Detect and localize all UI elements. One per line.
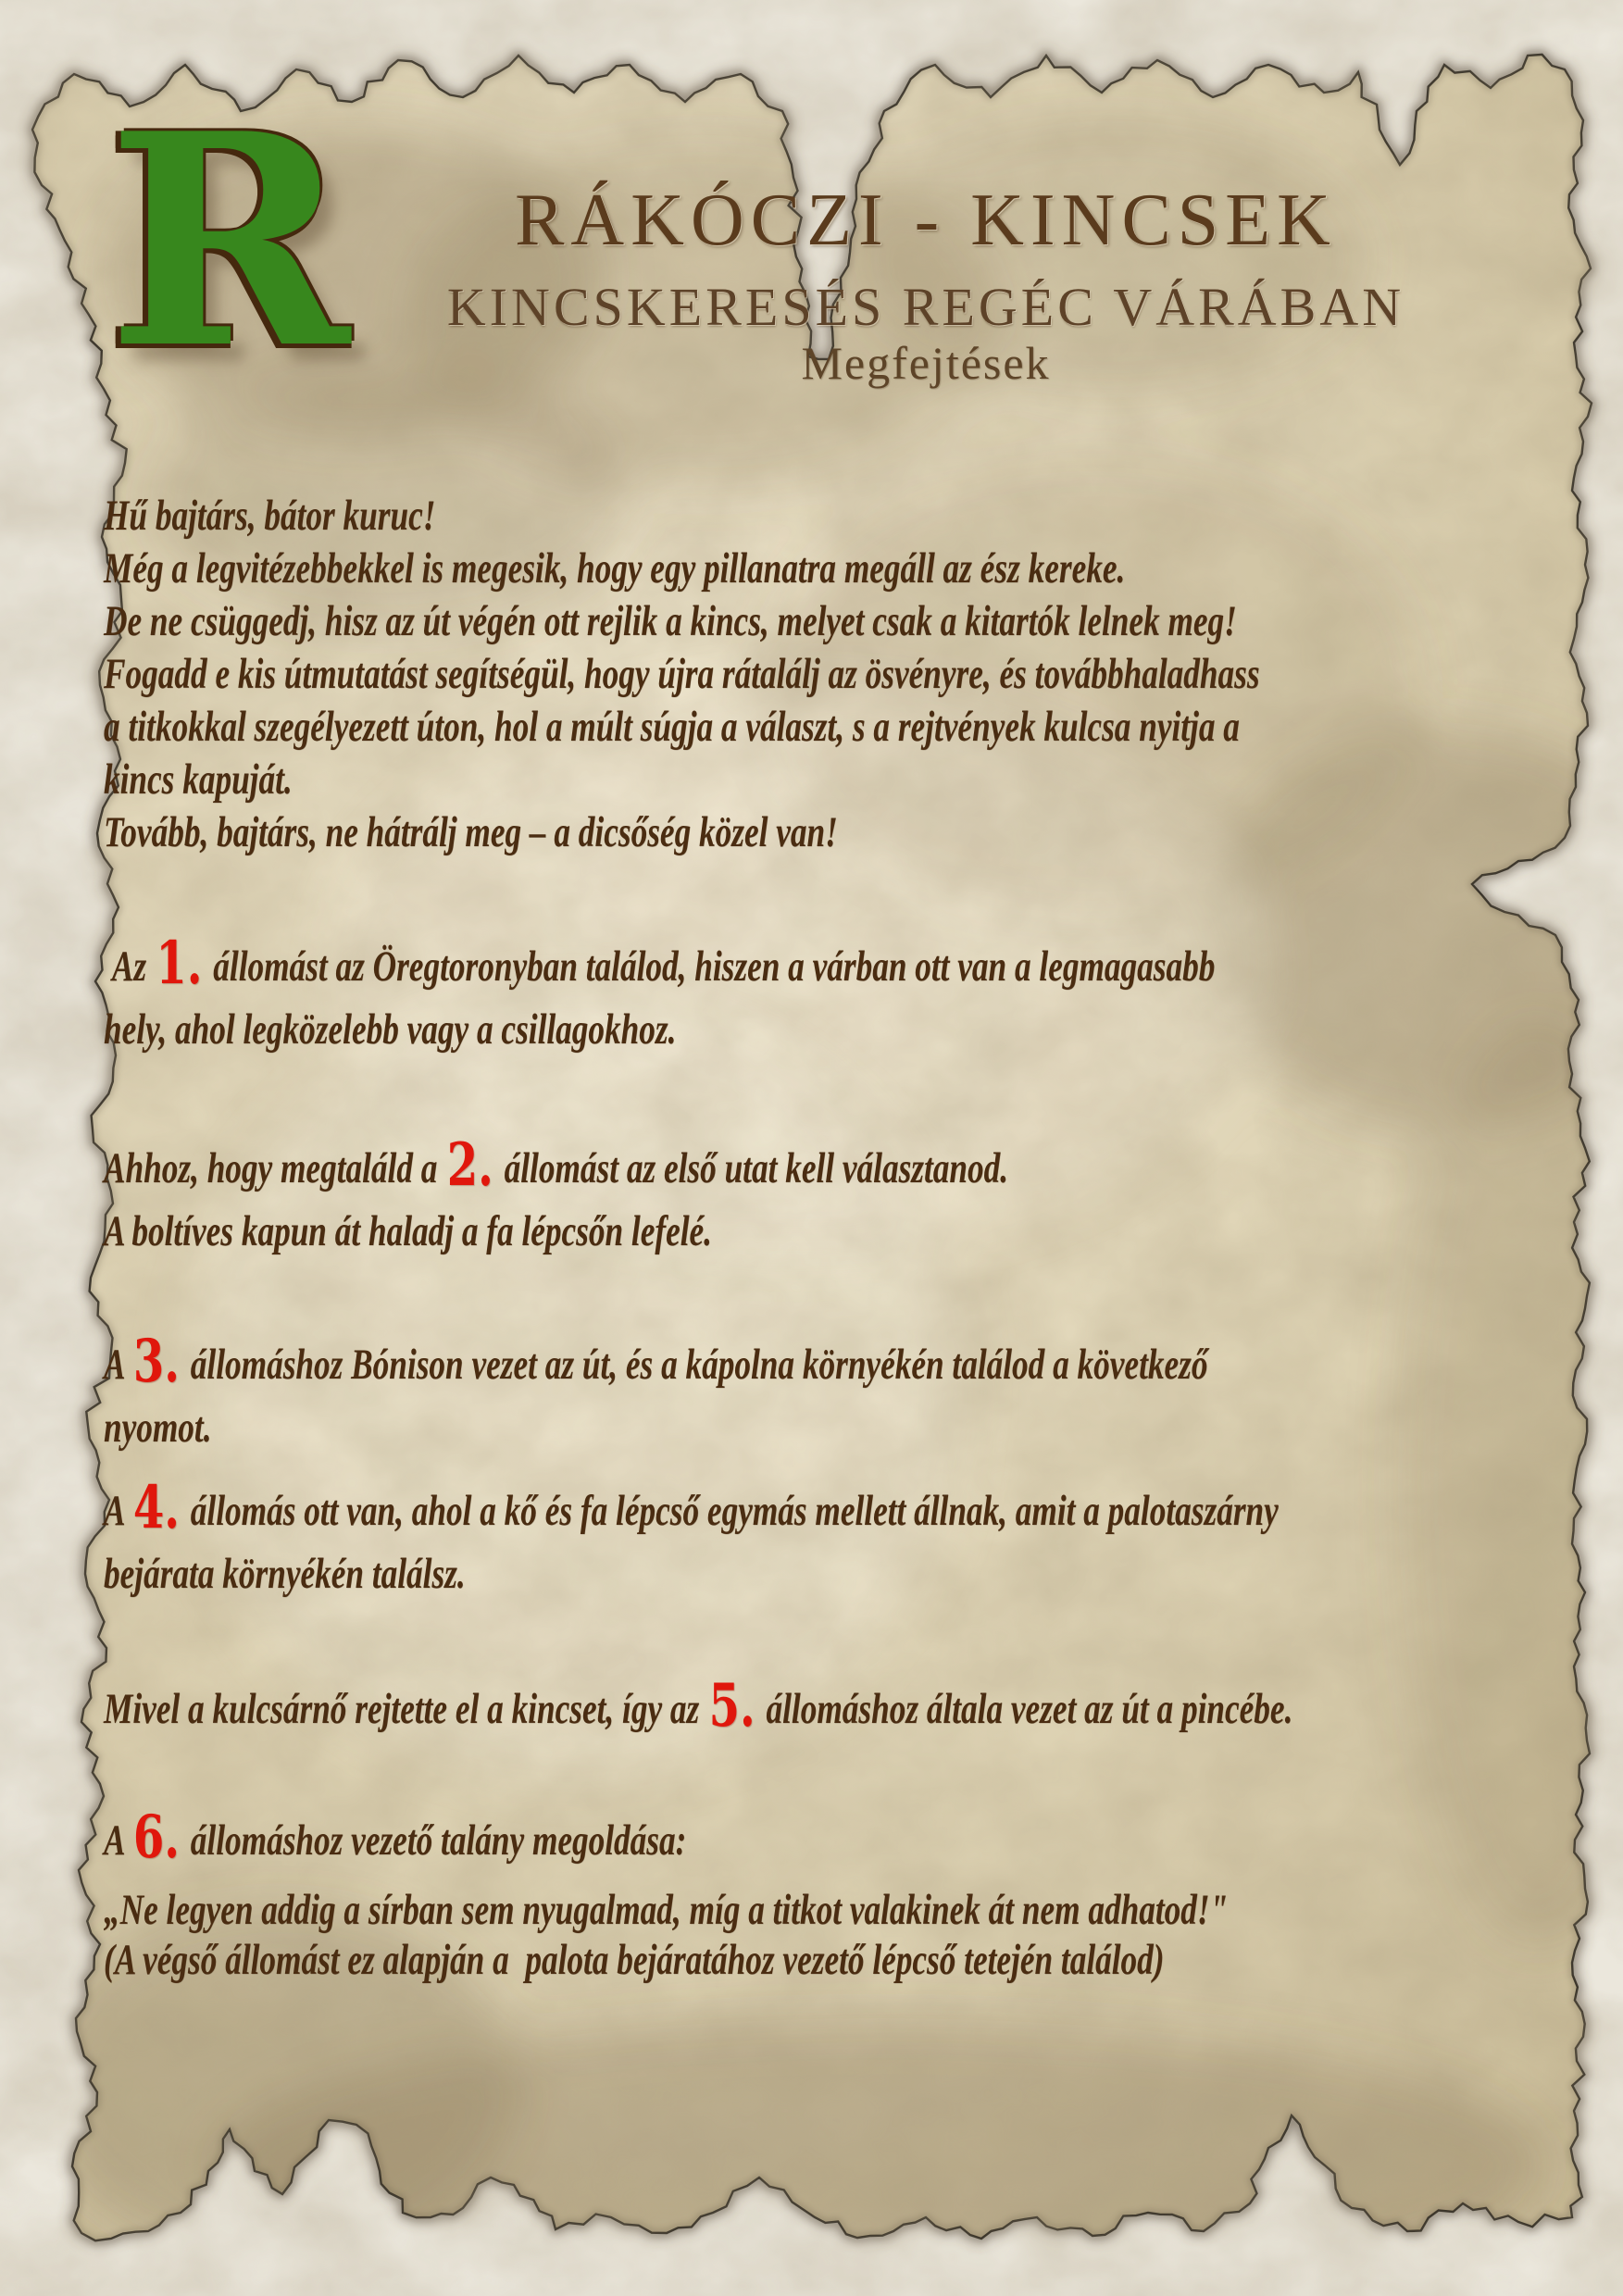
station-number: 1. — [156, 929, 203, 998]
station-text: Az — [104, 942, 155, 991]
station-number: 2. — [446, 1130, 493, 1200]
page-title: RÁKÓCZI - KINCSEK — [515, 180, 1337, 261]
station-number: 4. — [132, 1473, 180, 1542]
station-6-answer — [104, 1885, 1576, 1985]
station-6-heading — [104, 1803, 1576, 1872]
solutions-heading: Megfejtések — [801, 337, 1051, 389]
station-number: 5. — [708, 1671, 755, 1741]
station-text: A boltíves kapun át haladj a fa lépcsőn lefelé. — [104, 1207, 712, 1255]
page-subtitle: KINCSKERESÉS REGÉC VÁRÁBAN — [446, 277, 1405, 337]
intro-line: a titkokkal szegélyezett úton, hol a múlt súgja a választ, s a rejtvények kulcsa nyitja a — [104, 703, 1240, 751]
station-text: nyomot. — [104, 1404, 212, 1452]
station-text: állomást az Öregtoronyban találod, hiszen a várban ott van a legmagasabb — [205, 942, 1216, 991]
intro-block — [104, 490, 1576, 859]
station-text: állomást az első utat kell választanod. — [495, 1144, 1009, 1192]
station-text: állomáshoz vezető talány megoldása: — [181, 1816, 687, 1865]
station-text: (A végső állomást ez alapján a palota bejáratához vezető lépcső tetején találod) — [104, 1936, 1165, 1984]
station-text: A — [104, 1487, 132, 1535]
decorative-initial-R: R — [107, 70, 350, 413]
station-text: „Ne legyen addig a sírban sem nyugalmad, míg a titkot valakinek át nem adhatod!" — [104, 1886, 1229, 1934]
station-text: A — [104, 1816, 132, 1865]
station-3-paragraph — [104, 1327, 1576, 1459]
intro-line: Hű bajtárs, bátor kuruc! — [104, 492, 436, 540]
station-5-paragraph — [104, 1671, 1576, 1741]
station-text: hely, ahol legközelebb vagy a csillagokhoz. — [104, 1005, 677, 1054]
station-text: A — [104, 1341, 132, 1389]
intro-line: De ne csüggedj, hisz az út végén ott rejlik a kincs, melyet csak a kitartók lelnek meg! — [104, 597, 1237, 645]
station-text: állomáshoz Bónison vezet az út, és a kápolna környékén találod a következő — [181, 1341, 1208, 1389]
station-number: 6. — [132, 1803, 180, 1872]
station-text: bejárata környékén találsz. — [104, 1550, 466, 1598]
station-text: Mivel a kulcsárnő rejtette el a kincset, így az — [104, 1685, 708, 1733]
intro-line: kincs kapuját. — [104, 755, 293, 804]
station-number: 3. — [132, 1327, 180, 1396]
station-1-paragraph — [104, 929, 1576, 1061]
station-text: állomás ott van, ahol a kő és fa lépcső egymás mellett állnak, amit a palotaszárny — [181, 1487, 1279, 1535]
intro-line: Tovább, bajtárs, ne hátrálj meg – a dicsőség közel van! — [104, 808, 838, 856]
intro-line: Még a legvitézebbekkel is megesik, hogy egy pillanatra megáll az ész kereke. — [104, 544, 1126, 593]
station-4-paragraph — [104, 1473, 1576, 1605]
intro-line: Fogadd e kis útmutatást segítségül, hogy újra rátalálj az ösvényre, és továbbhaladhass — [104, 650, 1260, 698]
station-text: Ahhoz, hogy megtaláld a — [104, 1144, 446, 1192]
station-2-paragraph — [104, 1130, 1576, 1263]
station-text: állomáshoz általa vezet az út a pincébe. — [757, 1685, 1293, 1733]
